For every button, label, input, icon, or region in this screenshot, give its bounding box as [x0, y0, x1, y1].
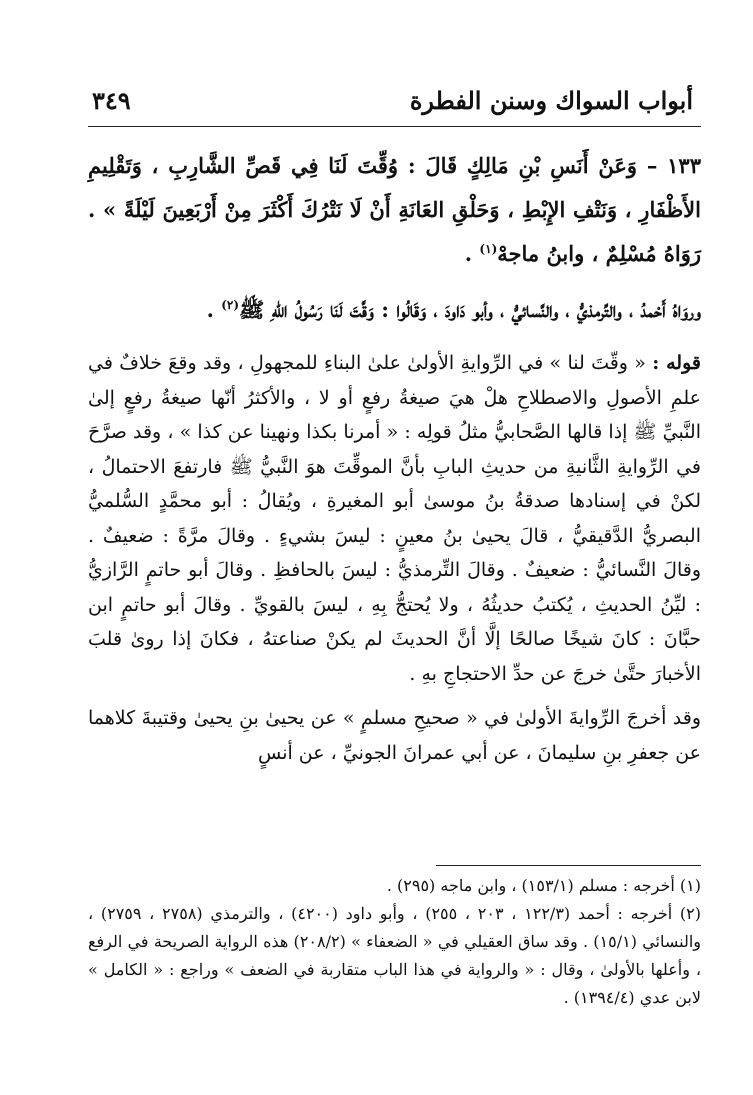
footnote-separator	[436, 865, 701, 866]
footnote-2: (٢) أخرجه : أحمد (١٢٢/٣ ، ٢٠٣ ، ٢٥٥) ، وأبو داود (٤٢٠٠) ، والترمذي (٢٧٥٨ ، ٢٧٥٩) ، والنسائي (١٥/١) . وقد ساق العقيلي في « الضعفاء » (٢٠٨/٢) هذه الرواية الصريحة في الرفع ، وأعلها بالأولىٰ ، وقال : « والرواية في هذا الباب متقاربة في الضعف » وراجع : « الكامل » لابن عدي (١٣٩٤/٤) .	[88, 904, 702, 1007]
hadith-paragraph	[88, 144, 701, 276]
commentary-text: « وقّتَ لنا » في الرِّوايةِ الأولىٰ علىٰ البناءِ للمجهولِ ، وقد وقعَ خلافٌ في علمِ الأصولِ والاصطلاحِ هلْ هيَ صيغةُ رفعٍ أو لا ، والأكثرُ أنّها صيغةُ رفعٍ إلىٰ النَّبيِّ ﷺ إذا قالها الصَّحابيُّ مثلُ قولِه : « أمرنا بكذا ونهينا عن كذا » ، وقد صرَّحَ في الرِّوايةِ الثَّانيةِ من حديثِ البابِ بأنَّ الموقِّتَ هوَ النَّبيُّ ﷺ فارتفعَ الاحتمالُ ، لكنْ في إسنادها صدقةُ بنُ موسىٰ أبو المغيرةِ ، ويُقالُ : أبو محمَّدٍ السُّلميُّ البصريُّ الدَّقيقيُّ ، قالَ يحيىٰ بنُ معينٍ : ليسَ بشيءٍ . وقالَ مرَّةً : ضعيفٌ . وقالَ النَّسائيُّ : ضعيفٌ . وقالَ التِّرمذيُّ : ليسَ بالحافظِ . وقالَ أبو حاتمٍ الرَّازيُّ : ليِّنُ الحديثِ ، يُكتبُ حديثُهُ ، ولا يُحتجُّ بِهِ ، ليسَ بالقويِّ . وقالَ أبو حاتمٍ ابن حبَّانَ : كانَ شيخًا صالحًا إلَّا أنَّ الحديثَ لم يكنْ صناعتهُ ، فكانَ إذا روىٰ قلبَ الأخبارَ حتَّىٰ خرجَ عن حدِّ الاحتجاجِ بهِ .	[88, 352, 701, 685]
main-text	[88, 144, 701, 770]
footnotes	[88, 872, 701, 1012]
footnote-1: (١) أخرجه : مسلم (١٥٣/١) ، وابن ماجه (٢٩٥) .	[386, 876, 701, 895]
commentary-label: قوله :	[652, 352, 701, 374]
hadith-text: ١٣٣ – وَعَنْ أَنَسِ بْنِ مَالِكٍ قَالَ : وُقِّتَ لَنَا فِي قَصِّ الشَّارِبِ ، وَتَقْلِيمِ الأَظْفَارِ ، وَنَتْفِ الإِبْطِ ، وَحَلْقِ العَانَةِ أَنْ لَا نَتْرُكَ أَكْثَرَ مِنْ أَرْبَعِينَ لَيْلَةً » . رَوَاهُ مُسْلِمٌ ، وابنُ ماجهْ	[88, 153, 701, 266]
commentary-second-text: وقد أخرجَ الرِّوايةَ الأولىٰ في « صحيحِ مسلمٍ » عن يحيىٰ بنِ يحيىٰ وقتيبةَ كلاهما عن جعفرِ بنِ سليمانَ ، عن أبي عمرانَ الجونيِّ ، عن أنسٍ	[88, 707, 701, 764]
hadith-second-paragraph	[88, 288, 701, 332]
book-page	[88, 0, 701, 1095]
running-title: أبواب السواك وسنن الفطرة	[409, 86, 693, 115]
page-number: ٣٤٩	[92, 86, 131, 115]
running-header	[88, 86, 701, 127]
hadith-second-text: وروَاهُ أَحْمدُ ، والتِّرمذيُّ ، والنَّسائيُّ ، وأبو دَاودَ ، وَقَالُوا : وَقَّتَ لَنَا رَسُولُ اللّهِ ﷺ	[239, 297, 701, 322]
hadith-end: .	[464, 241, 480, 266]
footnote-marker-2: (٢)	[221, 298, 240, 312]
footnote-marker-1: (١)	[479, 242, 498, 256]
hadith-second-end: .	[206, 297, 222, 322]
commentary-paragraph	[88, 346, 701, 691]
commentary-second-paragraph	[88, 701, 701, 770]
